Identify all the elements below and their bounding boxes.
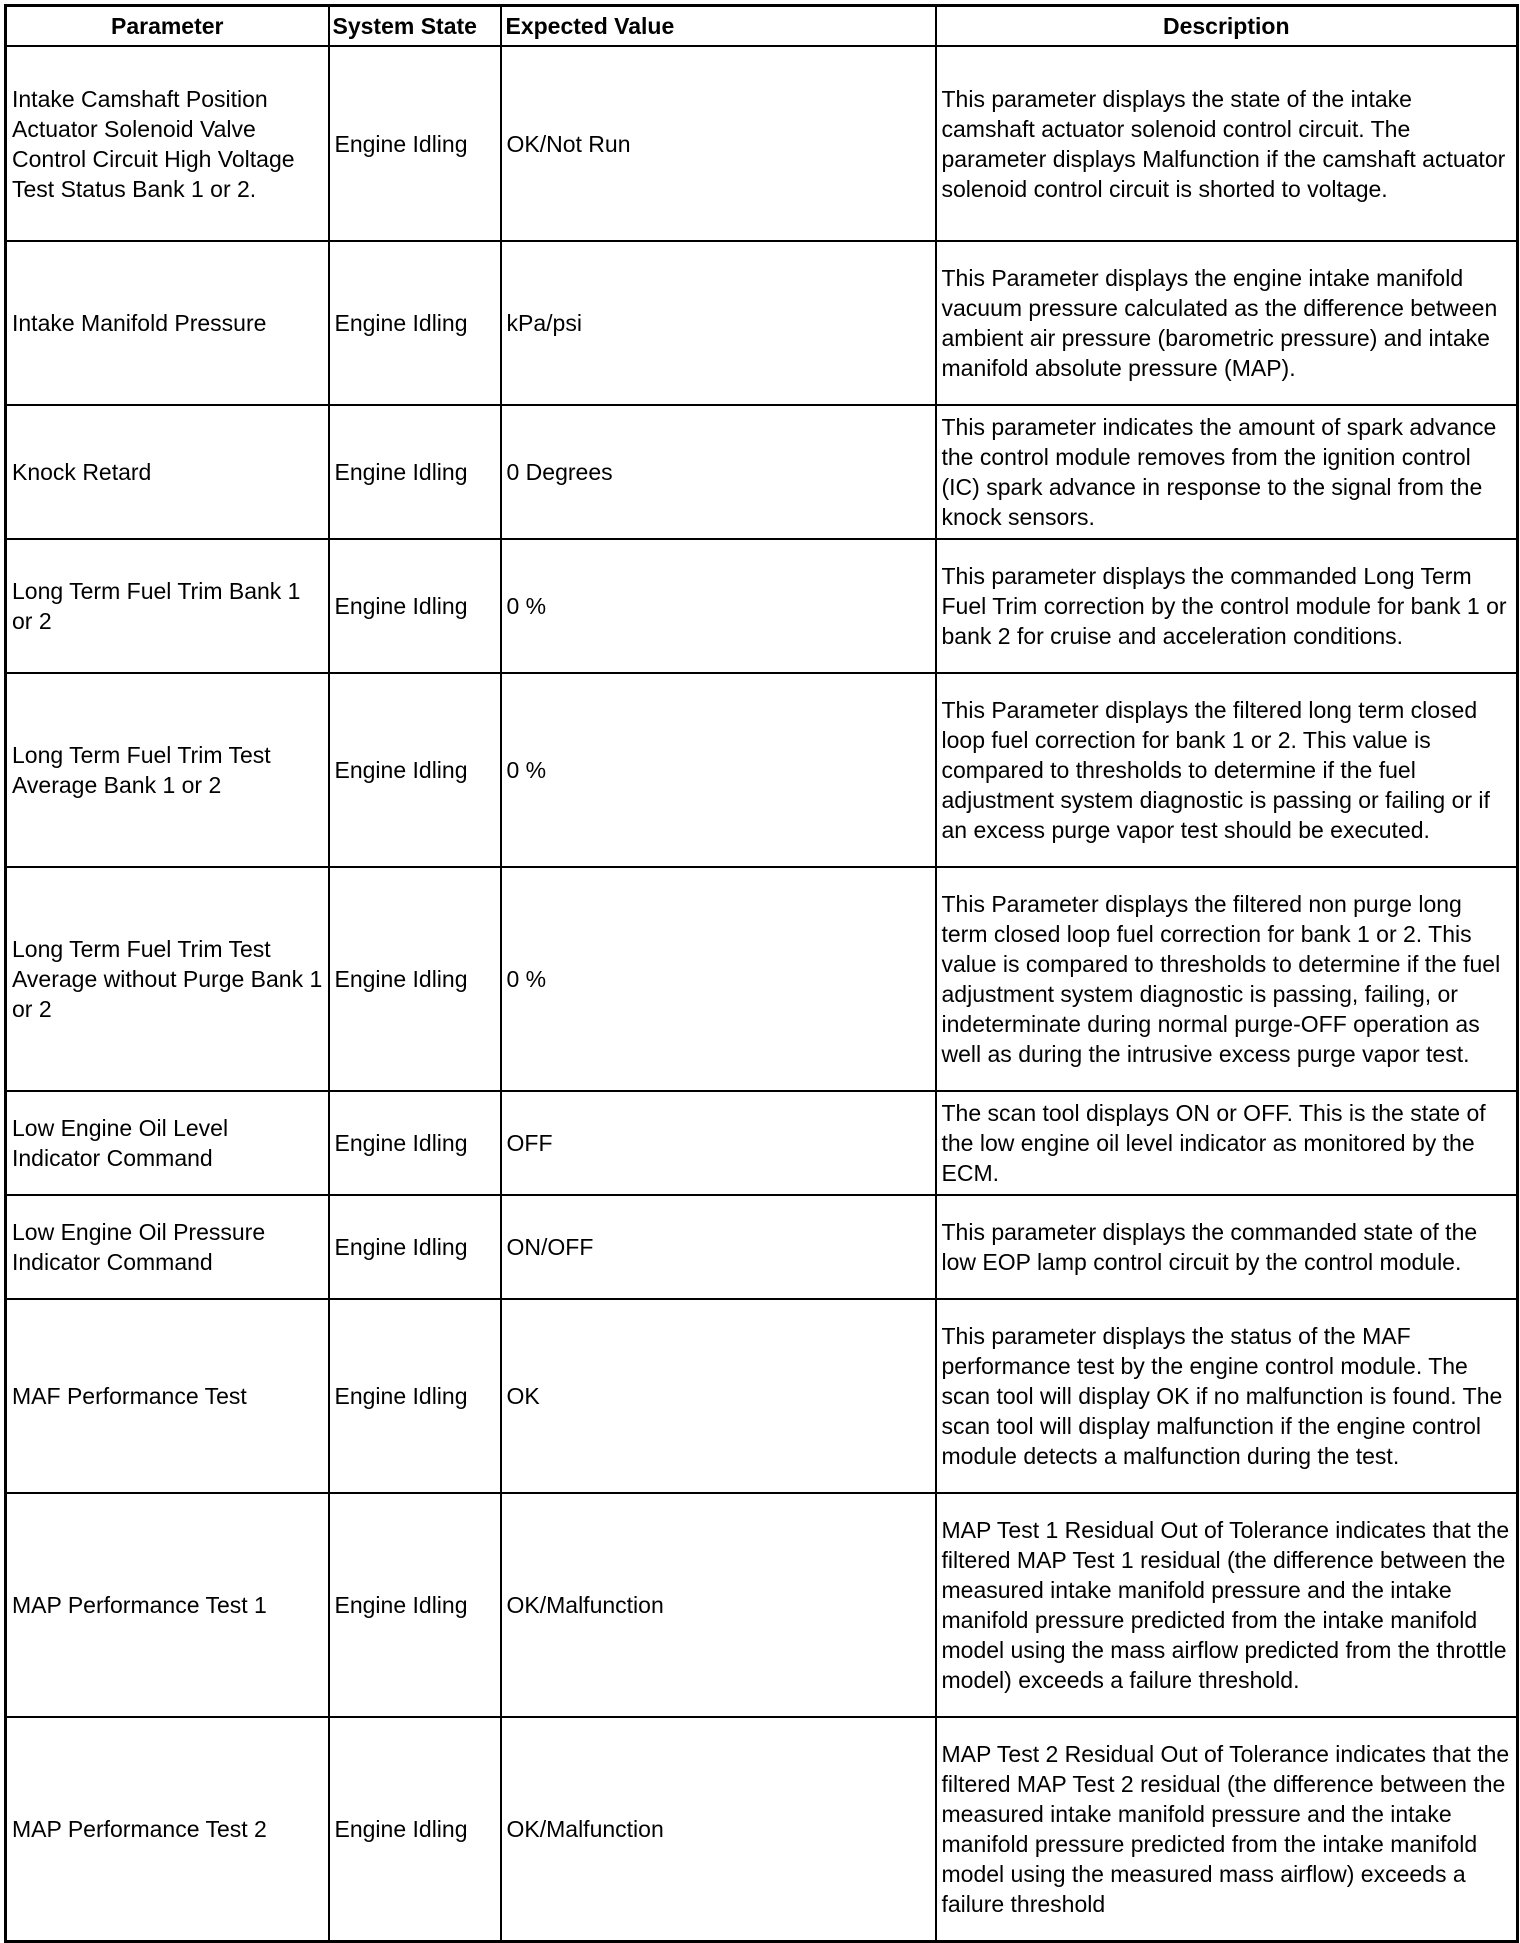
cell-expected-value: OK/Malfunction [501, 1717, 936, 1941]
cell-expected-value: 0 % [501, 539, 936, 673]
cell-description: This parameter displays the status of the MAF performance test by the engine control module. The scan tool will display OK if no malfunction is found. The scan tool will display malfunction if the engine control module detects a malfunction during the test. [936, 1299, 1518, 1493]
cell-system-state: Engine Idling [329, 46, 501, 241]
cell-description: This Parameter displays the engine intake manifold vacuum pressure calculated as the difference between ambient air pressure (barometric pressure) and intake manifold absolute pressure (MAP). [936, 241, 1518, 405]
header-description: Description [936, 6, 1518, 47]
table-row [6, 867, 1518, 1091]
cell-description: This Parameter displays the filtered long term closed loop fuel correction for bank 1 or 2. This value is compared to thresholds to determine if the fuel adjustment system diagnostic is passing or failing or if an excess purge vapor test should be executed. [936, 673, 1518, 867]
table-row [6, 241, 1518, 405]
table-row [6, 1717, 1518, 1941]
table-row [6, 1195, 1518, 1299]
cell-description: This parameter displays the commanded state of the low EOP lamp control circuit by the control module. [936, 1195, 1518, 1299]
cell-parameter: Low Engine Oil Pressure Indicator Command [6, 1195, 329, 1299]
table-row [6, 673, 1518, 867]
table-row [6, 46, 1518, 241]
cell-parameter: MAF Performance Test [6, 1299, 329, 1493]
cell-system-state: Engine Idling [329, 241, 501, 405]
cell-system-state: Engine Idling [329, 539, 501, 673]
cell-system-state: Engine Idling [329, 1299, 501, 1493]
cell-parameter: Long Term Fuel Trim Test Average Bank 1 or 2 [6, 673, 329, 867]
header-system-state: System State [329, 6, 501, 47]
cell-parameter: Long Term Fuel Trim Test Average without Purge Bank 1 or 2 [6, 867, 329, 1091]
cell-description: MAP Test 1 Residual Out of Tolerance indicates that the filtered MAP Test 1 residual (the difference between the measured intake manifold pressure and the intake manifold pressure predicted from the intake manifold model using the mass airflow predicted from the throttle model) exceeds a failure threshold. [936, 1493, 1518, 1717]
cell-parameter: Intake Manifold Pressure [6, 241, 329, 405]
cell-system-state: Engine Idling [329, 1195, 501, 1299]
cell-system-state: Engine Idling [329, 673, 501, 867]
cell-parameter: Intake Camshaft Position Actuator Solenoid Valve Control Circuit High Voltage Test Status Bank 1 or 2. [6, 46, 329, 241]
header-parameter: Parameter [6, 6, 329, 47]
cell-system-state: Engine Idling [329, 405, 501, 539]
cell-system-state: Engine Idling [329, 1091, 501, 1195]
table-row [6, 539, 1518, 673]
cell-parameter: Low Engine Oil Level Indicator Command [6, 1091, 329, 1195]
cell-parameter: Long Term Fuel Trim Bank 1 or 2 [6, 539, 329, 673]
cell-description: This parameter displays the state of the intake camshaft actuator solenoid control circuit. The parameter displays Malfunction if the camshaft actuator solenoid control circuit is shorted to voltage. [936, 46, 1518, 241]
table-row [6, 1493, 1518, 1717]
cell-system-state: Engine Idling [329, 1717, 501, 1941]
cell-expected-value: 0 % [501, 673, 936, 867]
cell-description: This parameter displays the commanded Long Term Fuel Trim correction by the control module for bank 1 or bank 2 for cruise and acceleration conditions. [936, 539, 1518, 673]
header-row [6, 6, 1518, 47]
cell-expected-value: OK/Malfunction [501, 1493, 936, 1717]
cell-description: The scan tool displays ON or OFF. This is the state of the low engine oil level indicator as monitored by the ECM. [936, 1091, 1518, 1195]
cell-expected-value: 0 Degrees [501, 405, 936, 539]
cell-expected-value: OK [501, 1299, 936, 1493]
cell-expected-value: kPa/psi [501, 241, 936, 405]
cell-parameter: MAP Performance Test 2 [6, 1717, 329, 1941]
header-expected-value: Expected Value [501, 6, 936, 47]
cell-parameter: Knock Retard [6, 405, 329, 539]
cell-expected-value: OFF [501, 1091, 936, 1195]
table-row [6, 405, 1518, 539]
cell-description: MAP Test 2 Residual Out of Tolerance indicates that the filtered MAP Test 2 residual (the difference between the measured intake manifold pressure and the intake manifold pressure predicted from the intake manifold model using the measured mass airflow) exceeds a failure threshold [936, 1717, 1518, 1941]
cell-system-state: Engine Idling [329, 867, 501, 1091]
parameter-table [4, 4, 1519, 1943]
cell-expected-value: OK/Not Run [501, 46, 936, 241]
table-row [6, 1299, 1518, 1493]
cell-expected-value: 0 % [501, 867, 936, 1091]
table-row [6, 1091, 1518, 1195]
cell-expected-value: ON/OFF [501, 1195, 936, 1299]
cell-system-state: Engine Idling [329, 1493, 501, 1717]
document-page [4, 4, 1516, 1917]
cell-parameter: MAP Performance Test 1 [6, 1493, 329, 1717]
cell-description: This Parameter displays the filtered non purge long term closed loop fuel correction for bank 1 or 2. This value is compared to thresholds to determine if the fuel adjustment system diagnostic is passing, failing, or indeterminate during normal purge-OFF operation as well as during the intrusive excess purge vapor test. [936, 867, 1518, 1091]
cell-description: This parameter indicates the amount of spark advance the control module removes from the ignition control (IC) spark advance in response to the signal from the knock sensors. [936, 405, 1518, 539]
